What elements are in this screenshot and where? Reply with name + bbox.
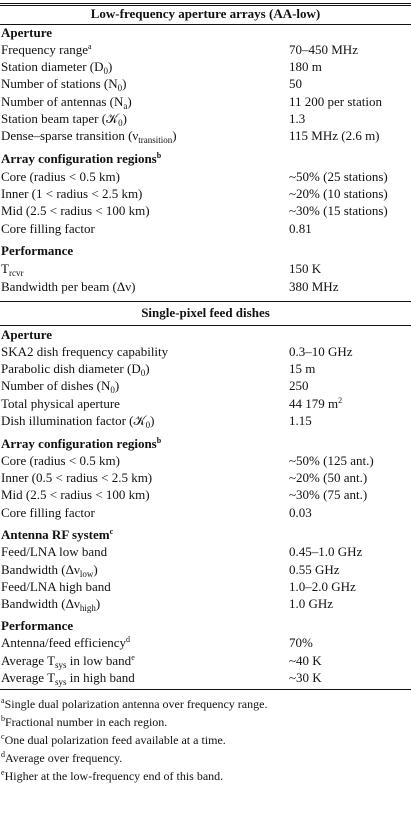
top-rule [0,3,411,4]
table-row: Core (radius < 0.5 km) ~50% (125 ant.) [1,453,374,468]
table-row: Number of stations $(N_0)$ 50 [1,76,302,93]
section-rule [0,301,411,302]
table-row: Core (radius < 0.5 km) ~50% (25 stations) [1,169,388,184]
table-row: SKA2 dish frequency capability 0.3–10 GHz [1,344,353,359]
table-row: Feed/LNA high band 1.0–2.0 GHz [1,579,356,594]
table-row: Bandwidth per beam (Δν) 380 MHz [1,279,339,294]
table-row: Average $T_{sys}$ in low band$^e$ ~40 K [1,653,322,670]
table-row: Station beam taper (𝒦$_0$) 1.3 [1,111,306,128]
section-heading: Array configuration regions$^b$ [1,151,162,166]
section-heading: Performance [1,618,74,633]
table-row: Average $T_{sys}$ in high band ~30 K [1,670,322,687]
table-row: Total physical aperture 44 179 $m^2$ [1,396,343,411]
footnote: $^b$Fractional number in each region. [1,714,168,729]
section-heading: Antenna RF system$^c$ [1,527,114,542]
table-row: Number of antennas $(N_a)$ 11 200 per station [1,94,383,111]
table-row: Bandwidth $(\Delta\nu_{low})$ 0.55 GHz [1,562,340,579]
table-row: Inner (0.5 < radius < 2.5 km) ~20% (50 ant.) [1,470,368,485]
footnote: $^c$One dual polarization feed available at a time. [1,732,226,747]
section-heading: Performance [1,243,74,258]
section-heading: Aperture [1,25,53,40]
table1-title: Low-frequency aperture arrays (AA-low) [90,6,321,21]
table2-title: Single-pixel feed dishes [141,305,270,320]
table-row: Frequency range$^a$ 70–450 MHz [1,42,358,57]
table-row: Core filling factor 0.81 [1,221,312,236]
table-row: Number of dishes $(N_0)$ 250 [1,378,309,395]
table-row: Mid (2.5 < radius < 100 km) ~30% (15 stations) [1,203,388,218]
table-row: Bandwidth $(\Delta\nu_{high})$ 1.0 GHz [1,596,334,613]
table-row: Station diameter $(D_0)$ 180 m [1,59,322,76]
footnote: $^e$Higher at the low-frequency end of this band. [1,768,224,783]
title-rule [0,24,411,25]
section-heading: Array configuration regions$^b$ [1,436,162,451]
table-row: Dense–sparse transition $(\nu_{transition})$ 115 MHz (2.6 m) [1,128,380,145]
table-row: Core filling factor 0.03 [1,505,312,520]
bottom-rule [0,689,411,690]
footnote: $^d$Average over frequency. [1,750,123,765]
footnote: $^a$Single dual polarization antenna over frequency range. [1,696,268,711]
title-rule [0,325,411,326]
table-row: Feed/LNA low band 0.45–1.0 GHz [1,544,363,559]
table-row: Mid (2.5 < radius < 100 km) ~30% (75 ant.) [1,487,368,502]
table-row: Antenna/feed efficiency$^d$ 70% [1,635,313,650]
table-row: $T_{rcvr}$ 150 K [1,261,322,278]
table-row: Dish illumination factor (𝒦$_0$) 1.15 [1,413,312,430]
table-row: Parabolic dish diameter $(D_0)$ 15 m [1,361,316,378]
table-row: Inner (1 < radius < 2.5 km) ~20% (10 stations) [1,186,388,201]
section-heading: Aperture [1,327,53,342]
